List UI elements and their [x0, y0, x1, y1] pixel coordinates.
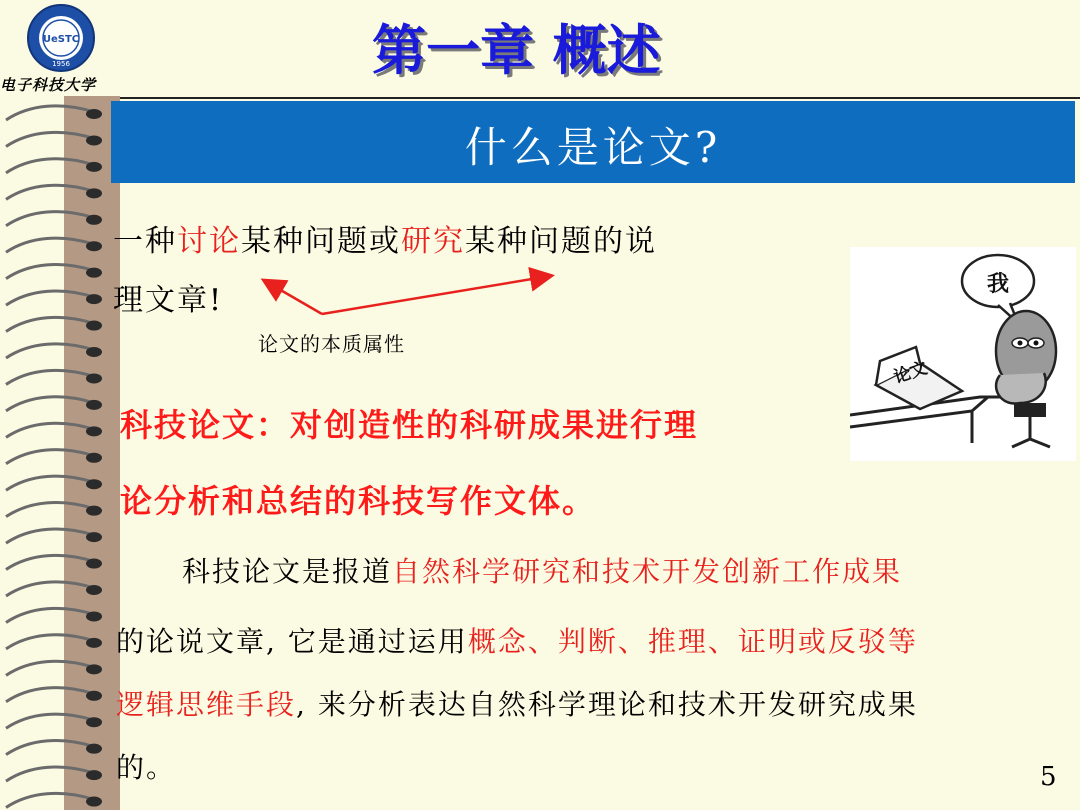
- keyword-research: 研究: [401, 224, 465, 259]
- keyword-discuss: 讨论: [177, 224, 241, 259]
- chapter-title: 第一章 概述: [372, 19, 661, 82]
- paragraph-highlight: 逻辑思维手段: [116, 688, 297, 721]
- page-number: 5: [1040, 762, 1057, 792]
- paragraph-line-4: 的。: [116, 751, 177, 784]
- definition-line-1: 科技论文：对创造性的科研成果进行理: [120, 406, 699, 444]
- intro-text: 某种问题的说: [465, 224, 657, 259]
- paragraph-highlight: 概念、判断、推理、证明或反驳等: [467, 625, 918, 658]
- definition-line-2: 论分析和总结的科技写作文体。: [120, 482, 597, 520]
- arrow-right: [322, 276, 550, 314]
- speech-text: 我: [986, 272, 1010, 297]
- intro-line-2: 理文章!: [113, 283, 224, 318]
- paragraph-text: , 来分析表达自然科学理论和技术开发研究成果: [296, 688, 918, 721]
- paragraph-line-1: [182, 550, 902, 590]
- paragraph-line-3: [116, 683, 918, 723]
- arrow-left: [265, 281, 322, 314]
- logo-year: 1956: [52, 60, 70, 68]
- paragraph-highlight: 自然科学研究和技术开发创新工作成果: [392, 555, 903, 588]
- section-title: 什么是论文?: [464, 123, 722, 172]
- intro-text: 某种问题或: [241, 224, 401, 259]
- annotation-label: 论文的本质属性: [258, 332, 405, 356]
- laptop-label: 论文: [891, 358, 930, 388]
- paragraph-line-2: [116, 620, 918, 660]
- thesis-cartoon: [850, 247, 1076, 461]
- intro-text: 一种: [113, 224, 177, 259]
- paragraph-text: 的论说文章, 它是通过运用: [116, 625, 468, 658]
- logo-text: UeSTC: [42, 34, 80, 45]
- school-name: 电子科技大学: [0, 76, 97, 94]
- paragraph-text: 科技论文是报道: [182, 555, 393, 588]
